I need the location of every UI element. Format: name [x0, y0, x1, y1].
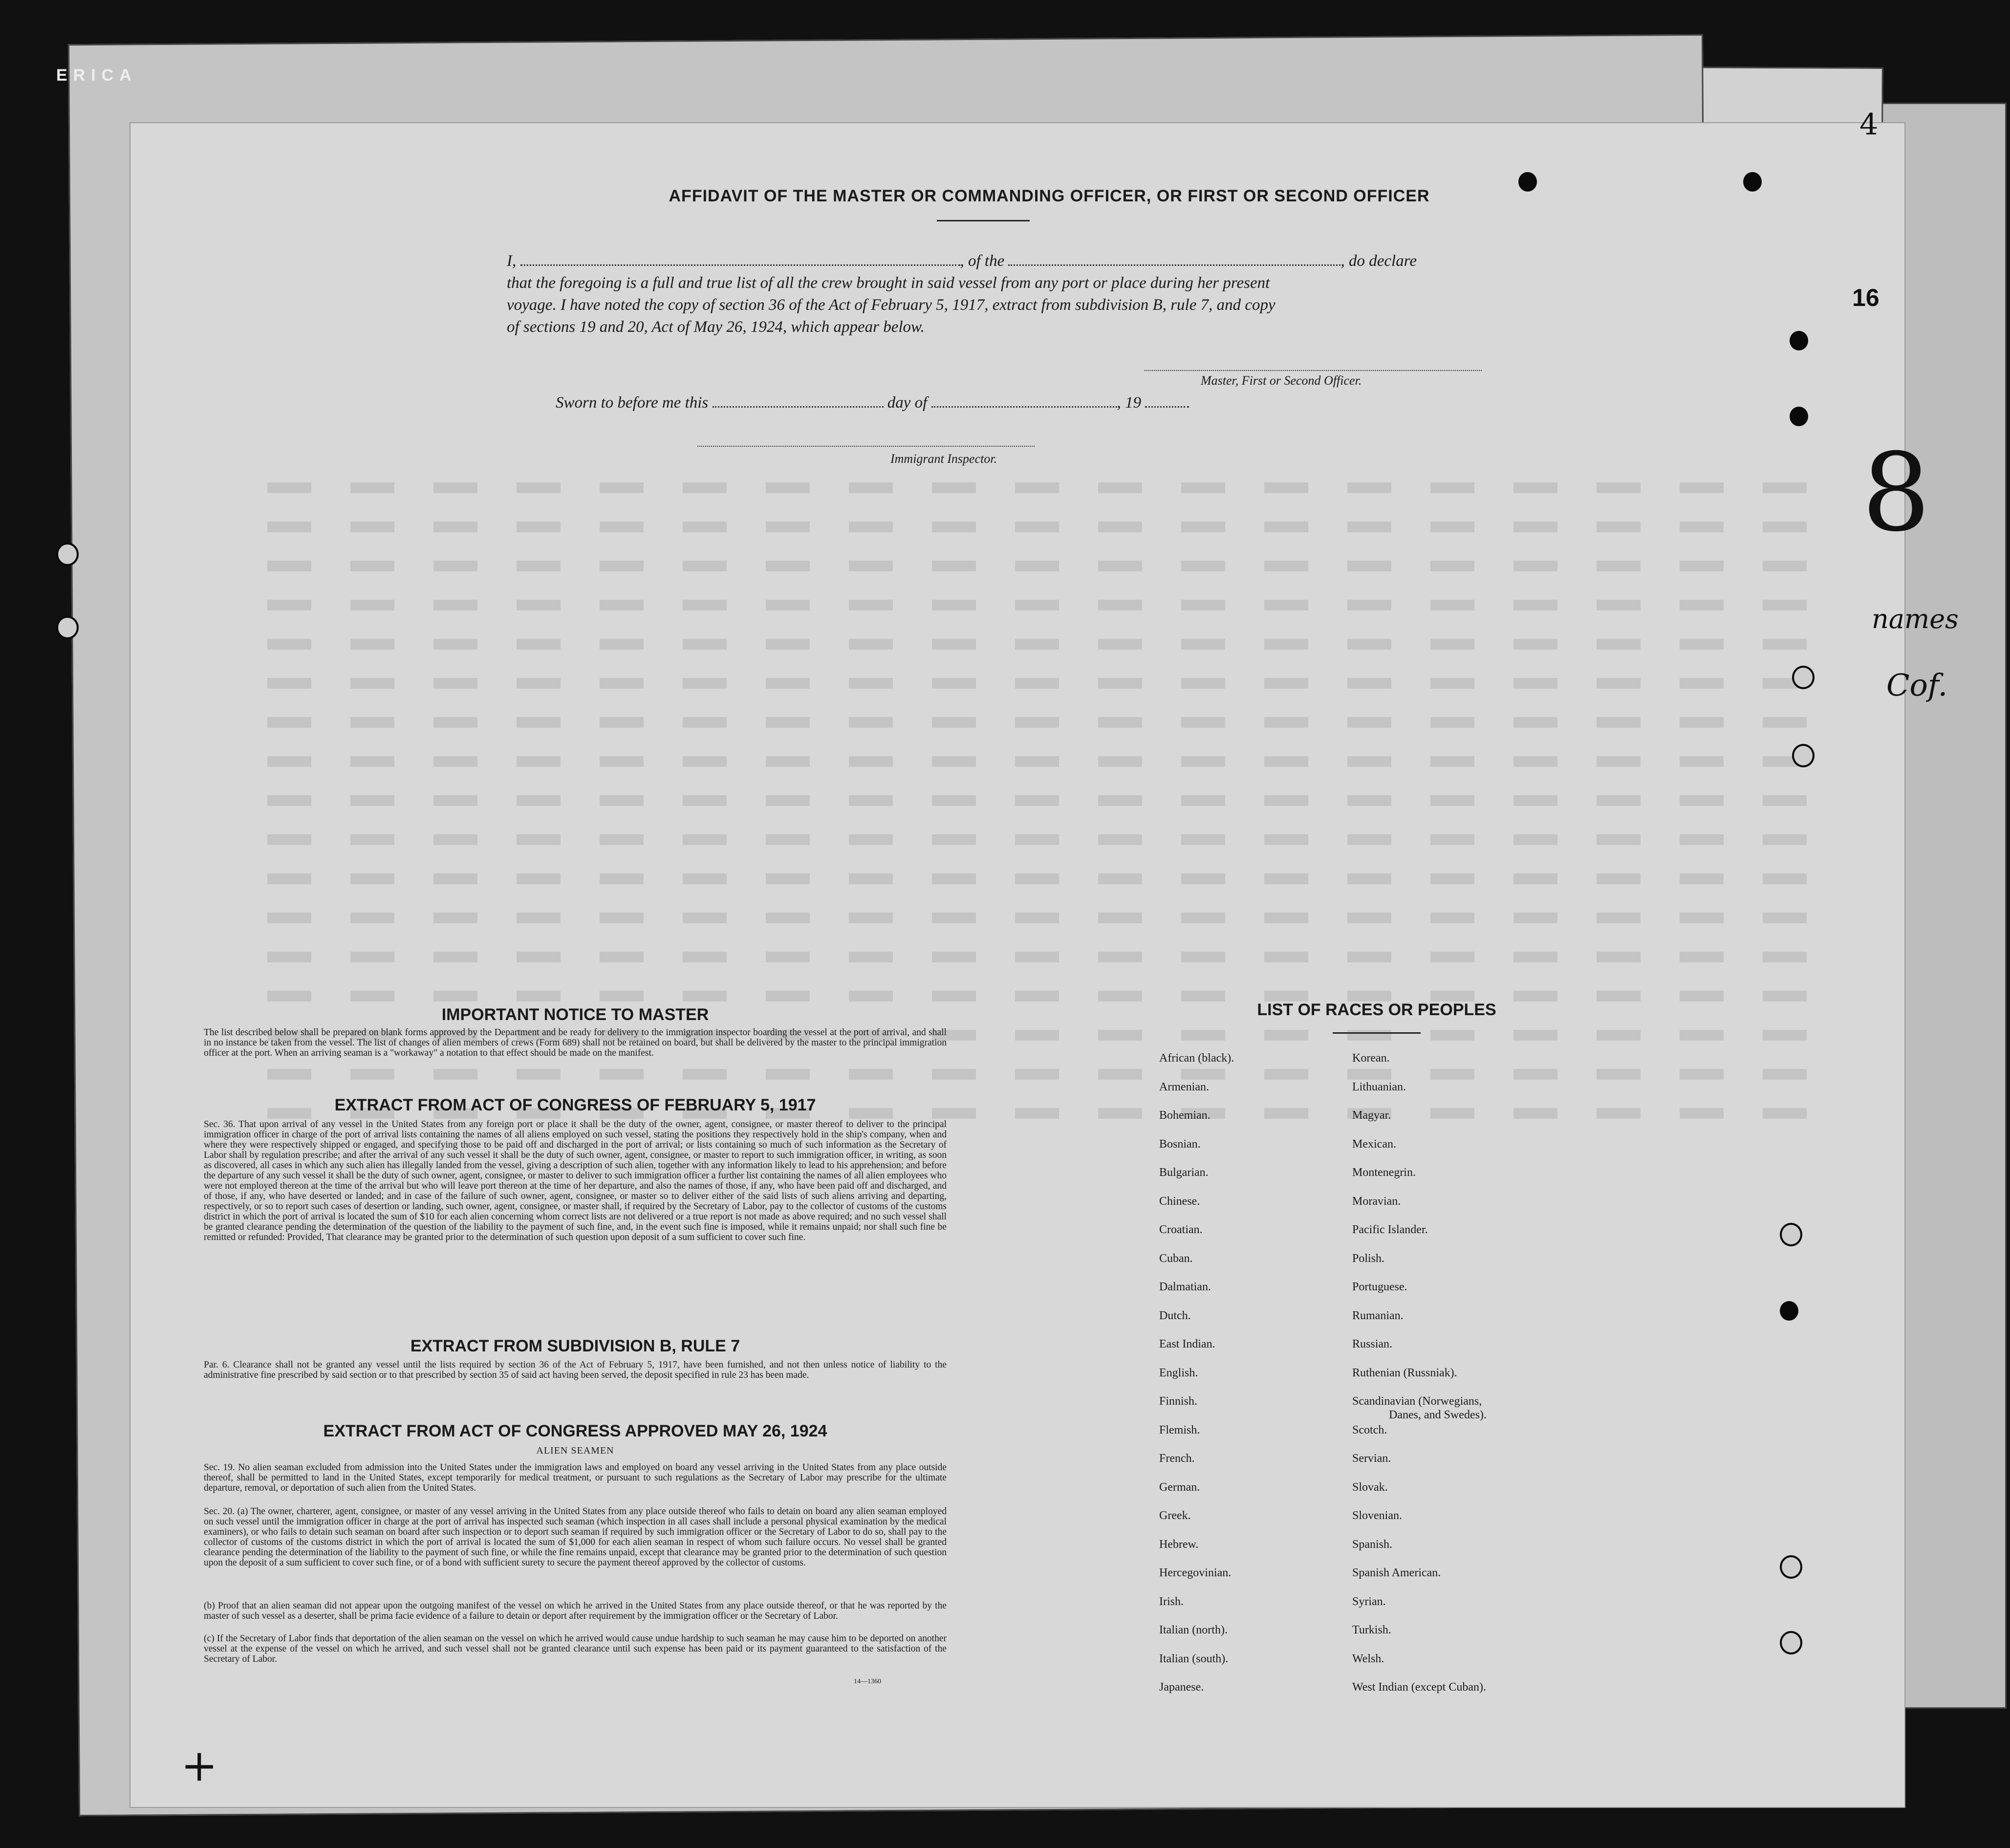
- handwritten-mark: 8: [1862, 430, 1930, 555]
- race-item: Greek.: [1159, 1509, 1191, 1522]
- race-item: Lithuanian.: [1352, 1080, 1406, 1093]
- punch-hole: [1792, 744, 1815, 767]
- inspector-signature-line: [697, 446, 1035, 447]
- handwritten-number: 4: [1859, 108, 1879, 142]
- race-item: Scandinavian (Norwegians,: [1352, 1395, 1482, 1408]
- punch-hole: [1792, 666, 1815, 689]
- race-item: Chinese.: [1159, 1195, 1200, 1208]
- race-item: Montenegrin.: [1352, 1166, 1416, 1179]
- race-item: Italian (south).: [1159, 1652, 1229, 1665]
- punch-hole: [1790, 407, 1808, 426]
- sec19-body: Sec. 19. No alien seaman excluded from admission into the United States under the immigration laws and employed on board any vessel arriving in the United States from any place outside thereof, shall be permitted to land in the United States, except temporarily for medical treatment, or pursuant to such regulations as the Secretary of Labor may prescribe for the ultimate departure, removal, or deportation of such alien from the United States.: [204, 1462, 947, 1493]
- affidavit-line-2: that the foregoing is a full and true list of all the crew brought in said vessel from any port or place during her present: [507, 274, 1270, 292]
- punch-hole: [1790, 331, 1808, 350]
- bleed-through-row: [267, 639, 1831, 650]
- sec20a-body: Sec. 20. (a) The owner, charterer, agent, consignee, or master of any vessel arriving in the United States from any place outside thereof who fails to detain on board any alien seaman employed on such vessel until the immigration officer in charge at the port of arrival has inspected such seaman (which inspection in all cases shall include a personal physical examination by the medical examiners), or who fails to detain such seaman on board after such inspection or to deport such seaman if required by such immigration officer or the Secretary of Labor to do so, shall pay to the collector of customs of the customs district in which the port of arrival is located the sum of $1,000 for each alien seaman in respect of whom such failure occurs. No vessel shall be granted clearance pending the determination of the liability to the payment of such fine, or while the fine remains unpaid, except that clearance may be granted prior to the determination of such question upon the deposit of a sum sufficient to cover such fine, or of a bond with sufficient surety to secure the payment thereof approved by the collector of customs.: [204, 1506, 947, 1568]
- extract-rule7-body: Par. 6. Clearance shall not be granted any vessel until the lists required by section 36 of the Act of February 5, 1917, have been furnished, and not then unless notice of liability to the administrative fine prescribed by said section or to that prescribed by section 35 of said act having been served, the deposit specified in rule 23 has been made.: [204, 1360, 947, 1380]
- race-item: Turkish.: [1352, 1624, 1391, 1636]
- handwritten-mark: +: [181, 1740, 218, 1791]
- race-item: Bosnian.: [1159, 1137, 1201, 1151]
- punch-hole: [1780, 1301, 1798, 1321]
- form-number: 14—1360: [854, 1678, 881, 1685]
- punch-hole: [1780, 1631, 1802, 1654]
- bleed-through-row: [267, 952, 1831, 962]
- race-item: Spanish American.: [1352, 1566, 1441, 1579]
- races-underline: [1333, 1032, 1421, 1034]
- race-item: Slovak.: [1352, 1480, 1388, 1494]
- race-item: Mexican.: [1352, 1137, 1396, 1151]
- margin-label: ERICA: [56, 66, 137, 85]
- notice-body: The list described below shall be prepared on blank forms approved by the Department and be ready for delivery to the immigration inspector boarding the vessel at the port of arrival, and shall in no instance be taken from the vessel. The list of changes of alien members of crews (Form 689) shall not be retained on board, but shall be delivered by the master to the principal immigration officer at the port. When an arriving seaman is a "workaway" a notation to that effect should be made on the manifest.: [204, 1027, 947, 1058]
- bleed-through-row: [267, 834, 1831, 845]
- race-item: Hercegovinian.: [1159, 1566, 1232, 1579]
- sec20b-body: (b) Proof that an alien seaman did not appear upon the outgoing manifest of the vessel on which he arrived in the United States from any place outside thereof, or that he was reported by the master of such vessel as a deserter, shall be prima facie evidence of a failure to detain or deport after requirement by the immigration officer or the Secretary of Labor.: [204, 1601, 947, 1621]
- race-item: East Indian.: [1159, 1338, 1215, 1350]
- race-item: Magyar.: [1352, 1109, 1391, 1122]
- race-item: French.: [1159, 1452, 1195, 1465]
- race-item: Hebrew.: [1159, 1538, 1199, 1551]
- alien-seamen-subtitle: ALIEN SEAMEN: [536, 1445, 614, 1456]
- race-item: Spanish.: [1352, 1538, 1393, 1551]
- affidavit-line-1: [507, 250, 1597, 272]
- race-item: German.: [1159, 1480, 1200, 1494]
- name-blank: [520, 252, 960, 266]
- inspector-caption: Immigrant Inspector.: [890, 452, 997, 466]
- race-item: Ruthenian (Russniak).: [1352, 1366, 1457, 1379]
- race-item: Italian (north).: [1159, 1624, 1228, 1636]
- race-item: Irish.: [1159, 1595, 1184, 1608]
- bleed-through-row: [267, 482, 1831, 493]
- punch-hole: [1743, 172, 1762, 192]
- race-item: Flemish.: [1159, 1423, 1200, 1436]
- extract-rule7-title: EXTRACT FROM SUBDIVISION B, RULE 7: [410, 1337, 740, 1355]
- day-blank: [713, 393, 884, 408]
- affidavit-line-4: of sections 19 and 20, Act of May 26, 1924, which appear below.: [507, 318, 925, 336]
- affidavit-of-the: , of the: [960, 252, 1005, 270]
- race-item: Rumanian.: [1352, 1309, 1404, 1322]
- race-item: Japanese.: [1159, 1681, 1204, 1694]
- race-item: Portuguese.: [1352, 1281, 1407, 1293]
- affidavit-i: I,: [507, 252, 517, 270]
- bleed-through-row: [267, 795, 1831, 806]
- punch-hole: [1780, 1555, 1802, 1579]
- punch-hole: [56, 616, 79, 639]
- handwritten-abbrev: Cof.: [1886, 667, 1948, 703]
- race-item: African (black).: [1159, 1052, 1234, 1065]
- race-item: Servian.: [1352, 1452, 1391, 1465]
- affidavit-title: AFFIDAVIT OF THE MASTER OR COMMANDING OFFICER, OR FIRST OR SECOND OFFICER: [669, 187, 1430, 205]
- bleed-through-row: [267, 717, 1831, 728]
- race-item: Bohemian.: [1159, 1109, 1210, 1122]
- bleed-through-row: [267, 561, 1831, 571]
- affidavit-line-3: voyage. I have noted the copy of section 36 of the Act of February 5, 1917, extract from subdivision B, rule 7, and copy: [507, 296, 1275, 314]
- bleed-through-row: [267, 600, 1831, 610]
- race-item: Finnish.: [1159, 1395, 1198, 1408]
- master-caption: Master, First or Second Officer.: [1201, 373, 1362, 388]
- race-item-continuation: Danes, and Swedes).: [1389, 1409, 1487, 1421]
- handwritten-number: 16: [1852, 284, 1880, 311]
- race-item: English.: [1159, 1366, 1198, 1379]
- bleed-through-row: [267, 913, 1831, 923]
- race-item: Pacific Islander.: [1352, 1223, 1428, 1236]
- extract-1917-title: EXTRACT FROM ACT OF CONGRESS OF FEBRUARY 5, 1917: [334, 1096, 816, 1114]
- race-item: Moravian.: [1352, 1195, 1401, 1208]
- notice-title: IMPORTANT NOTICE TO MASTER: [441, 1005, 709, 1024]
- race-item: Scotch.: [1352, 1423, 1387, 1436]
- race-item: Dutch.: [1159, 1309, 1191, 1322]
- extract-1924-title: EXTRACT FROM ACT OF CONGRESS APPROVED MAY 26, 1924: [323, 1422, 827, 1440]
- race-item: West Indian (except Cuban).: [1352, 1681, 1486, 1694]
- bleed-through-row: [267, 1069, 1831, 1080]
- race-item: Welsh.: [1352, 1652, 1384, 1665]
- handwritten-word: names: [1872, 604, 1959, 634]
- bleed-through-row: [267, 522, 1831, 532]
- race-item: Polish.: [1352, 1252, 1385, 1265]
- master-signature-line: [1145, 370, 1482, 371]
- month-blank: [931, 393, 1117, 408]
- race-item: Slovenian.: [1352, 1509, 1402, 1522]
- punch-hole: [56, 543, 79, 566]
- bleed-through-row: [267, 873, 1831, 884]
- year-label: , 19: [1117, 394, 1142, 412]
- extract-1917-body: Sec. 36. That upon arrival of any vessel in the United States from any foreign port or place it shall be the duty of the owner, agent, consignee, or master thereof to deliver to the principal immigration officer in charge of the port of arrival lists containing the names of all aliens employed on such vessel, stating the positions they respectively hold in the ship's company, when and where they were respectively shipped or engaged, and specifying those to be paid off and discharged in the port of arrival; or lists containing so much of such information as the Secretary of Labor shall by regulation prescribe; and after the arrival of any such vessel it shall be the duty of such owner, agent, consignee, or master to report to such immigration officer, in writing, as soon as discovered, all cases in which any such alien has illegally landed from the vessel, giving a description of such alien, together with any information likely to lead to his apprehension; and before the departure of any such vessel it shall be the duty of such owner, agent, consignee, or master to deliver to such immigration officer a further list containing the names of all alien employees who were not employed thereon at the time of the arrival but who will leave port thereon at the time of her departure, and also the names of those, if any, who have been paid off and discharged, and of those, if any, who have deserted or landed; and in case of the failure of such owner, agent, consignee, or master so to deliver either of the said lists of such aliens arriving and departing, respectively, or so to report such cases of desertion or landing, such owner, agent, consignee, or master shall, if required by the Secretary of Labor, pay to the collector of customs of the customs district in which the port of arrival is located the sum of $10 for each alien concerning whom correct lists are not delivered or a true report is not made as above required; and no such vessel shall be granted clearance pending the determination of the question of the liability to the payment of such fine, and, in the event such fine is imposed, while it remains unpaid; nor shall such fine be remitted or refunded: Provided, That clearance may be granted prior to the determination of such question upon deposit of a sum sufficient to cover such fine.: [204, 1119, 947, 1242]
- title-underline: [937, 220, 1030, 221]
- document-page: [130, 122, 1905, 1808]
- bleed-through-row: [267, 678, 1831, 689]
- day-of-label: day of: [887, 394, 928, 412]
- sworn-line: [556, 392, 1645, 414]
- year-blank: [1145, 393, 1189, 408]
- punch-hole: [1780, 1223, 1802, 1246]
- race-item: Korean.: [1352, 1052, 1390, 1065]
- bleed-through-row: [267, 991, 1831, 1001]
- race-item: Croatian.: [1159, 1223, 1203, 1236]
- race-item: Russian.: [1352, 1338, 1393, 1350]
- race-item: Cuban.: [1159, 1252, 1193, 1265]
- punch-hole: [1518, 172, 1537, 192]
- affidavit-declare: , do declare: [1340, 252, 1417, 270]
- races-title: LIST OF RACES OR PEOPLES: [1257, 1000, 1496, 1019]
- race-item: Bulgarian.: [1159, 1166, 1209, 1179]
- sec20c-body: (c) If the Secretary of Labor finds that deportation of the alien seaman on the vessel on which he arrived would cause undue hardship to such seaman he may cause him to be deported on another vessel at the expense of the vessel on which he arrived, and such vessel shall not be granted clearance until such expense has been paid or its payment guaranteed to the satisfaction of the Secretary of Labor.: [204, 1633, 947, 1664]
- race-item: Armenian.: [1159, 1080, 1209, 1093]
- bleed-through-row: [267, 756, 1831, 767]
- race-item: Dalmatian.: [1159, 1281, 1211, 1293]
- race-item: Syrian.: [1352, 1595, 1386, 1608]
- sworn-label: Sworn to before me this: [556, 394, 709, 412]
- vessel-blank: [1008, 252, 1340, 266]
